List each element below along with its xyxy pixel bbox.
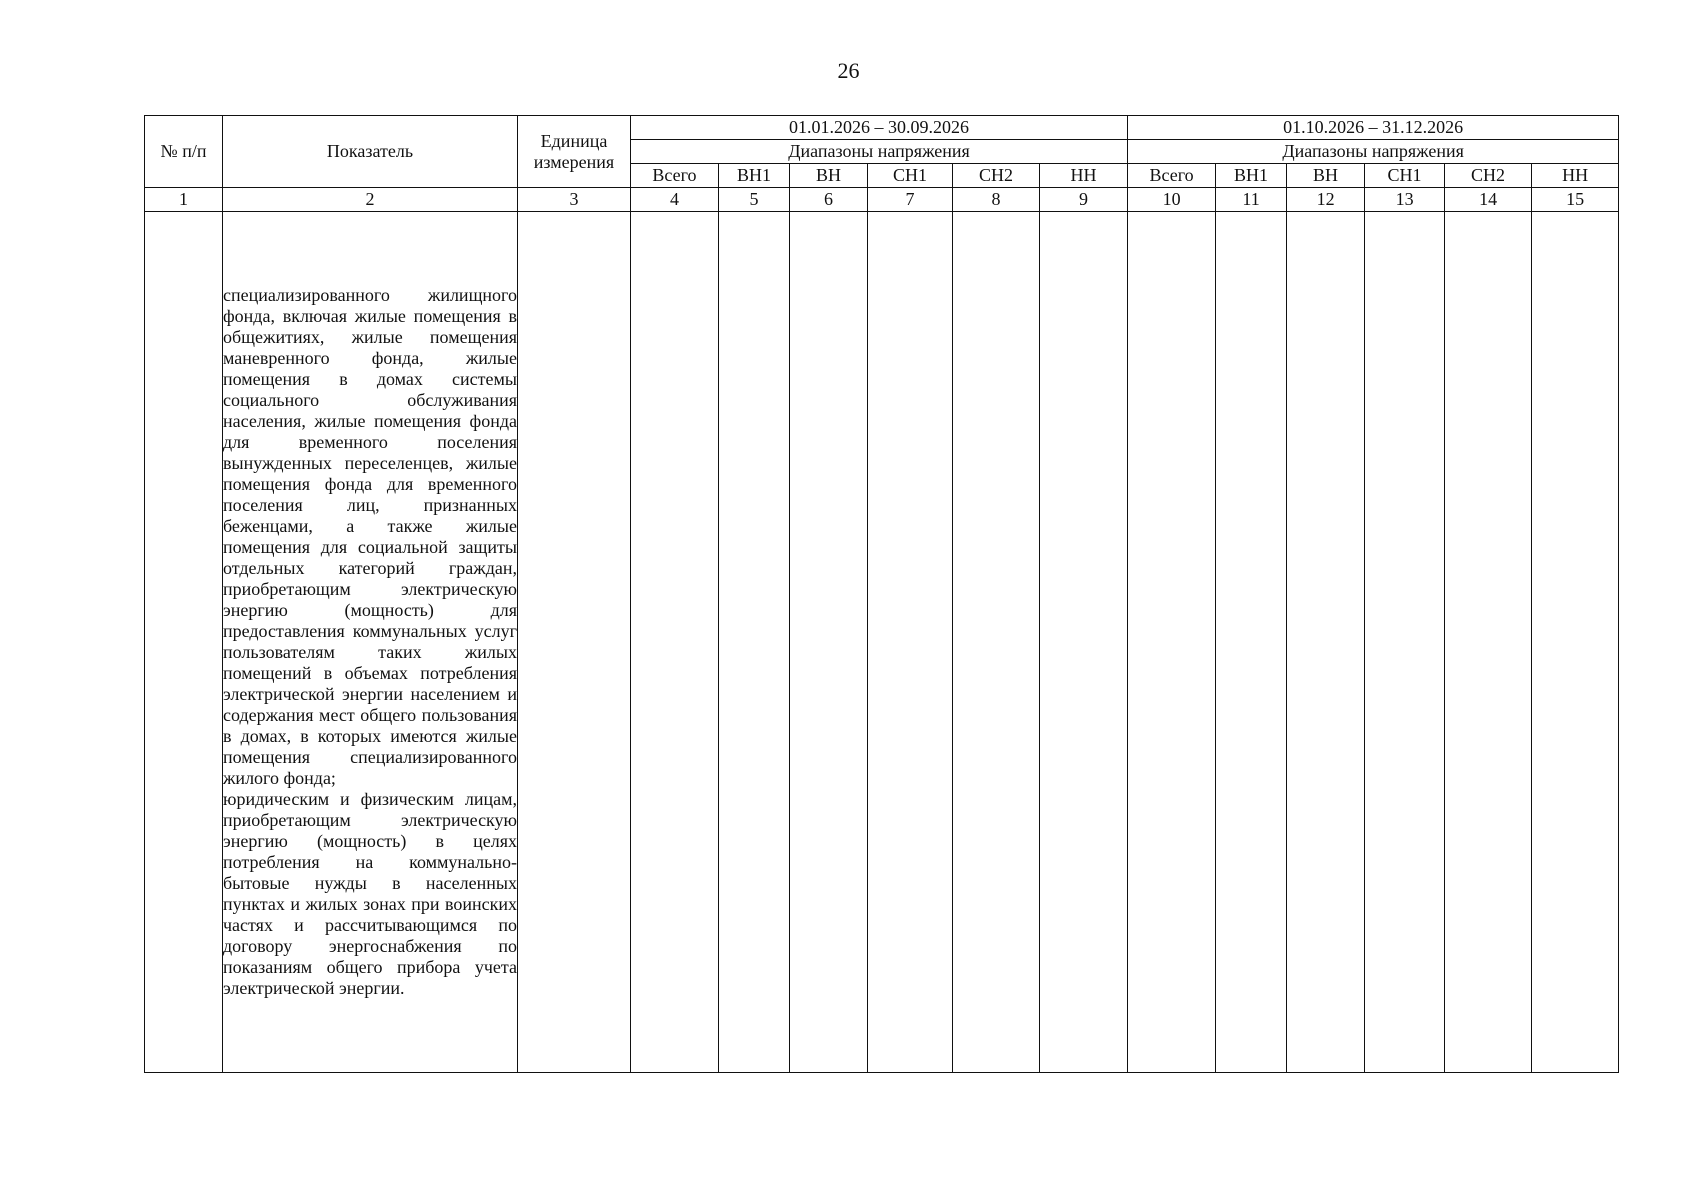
header-col-unit: Единица измерения xyxy=(518,116,631,188)
column-number: 3 xyxy=(518,188,631,212)
value-cell xyxy=(1287,212,1365,1073)
column-numbers-row xyxy=(145,188,1619,212)
value-cell xyxy=(631,212,719,1073)
column-number: 12 xyxy=(1287,188,1365,212)
header-sub-sn2-1: СН2 xyxy=(953,164,1040,188)
value-cell xyxy=(719,212,790,1073)
header-sub-vn1-2: ВН1 xyxy=(1216,164,1287,188)
column-number: 9 xyxy=(1040,188,1128,212)
header-sub-total-2: Всего xyxy=(1128,164,1216,188)
header-sub-total-1: Всего xyxy=(631,164,719,188)
header-sub-nn-1: НН xyxy=(1040,164,1128,188)
column-number: 13 xyxy=(1365,188,1445,212)
value-cell xyxy=(1532,212,1619,1073)
header-voltage-ranges-1: Диапазоны напряжения xyxy=(631,140,1128,164)
header-period-2: 01.10.2026 – 31.12.2026 xyxy=(1128,116,1619,140)
header-sub-vn1-1: ВН1 xyxy=(719,164,790,188)
header-sub-vn-1: ВН xyxy=(790,164,868,188)
column-number: 2 xyxy=(223,188,518,212)
unit-cell xyxy=(518,212,631,1073)
indicator-paragraph: юридическим и физическим лицам, приобретающим электрическую энергию (мощность) в целях потребления на коммунально-бытовые нужды в населенных пунктах и жилых зонах при воинских частях и рассчитывающимся по договору энергоснабжения по показаниям общего прибора учета электрической энергии. xyxy=(223,789,517,998)
column-number: 1 xyxy=(145,188,223,212)
header-col-indicator: Показатель xyxy=(223,116,518,188)
indicator-paragraph: специализированного жилищного фонда, включая жилые помещения в общежитиях, жилые помещения маневренного фонда, жилые помещения в домах системы социального обслуживания населения, жилые помещения фонда для временного поселения вынужденных переселенцев, жилые помещения фонда для временного поселения лиц, признанных беженцами, а также жилые помещения для социальной защиты отдельных категорий граждан, приобретающим электрическую энергию (мощность) для предоставления коммунальных услуг пользователям таких жилых помещений в объемах потребления электрической энергии населением и содержания мест общего пользования в домах, в которых имеются жилые помещения специализированного жилого фонда; xyxy=(223,285,517,788)
value-cell xyxy=(790,212,868,1073)
value-cell xyxy=(1445,212,1532,1073)
value-cell xyxy=(953,212,1040,1073)
header-sub-sn1-1: СН1 xyxy=(868,164,953,188)
row-number-cell xyxy=(145,212,223,1073)
header-sub-nn-2: НН xyxy=(1532,164,1619,188)
column-number: 5 xyxy=(719,188,790,212)
header-sub-sn2-2: СН2 xyxy=(1445,164,1532,188)
header-sub-sn1-2: СН1 xyxy=(1365,164,1445,188)
table-row xyxy=(145,212,1619,1073)
value-cell xyxy=(868,212,953,1073)
column-number: 11 xyxy=(1216,188,1287,212)
column-number: 7 xyxy=(868,188,953,212)
header-voltage-ranges-2: Диапазоны напряжения xyxy=(1128,140,1619,164)
header-col-no: № п/п xyxy=(145,116,223,188)
header-row-periods xyxy=(145,116,1619,140)
header-period-1: 01.01.2026 – 30.09.2026 xyxy=(631,116,1128,140)
column-number: 4 xyxy=(631,188,719,212)
page-number: 26 xyxy=(837,58,860,83)
column-number: 10 xyxy=(1128,188,1216,212)
column-number: 15 xyxy=(1532,188,1619,212)
value-cell xyxy=(1216,212,1287,1073)
value-cell xyxy=(1365,212,1445,1073)
column-number: 6 xyxy=(790,188,868,212)
value-cell xyxy=(1040,212,1128,1073)
indicator-cell xyxy=(223,212,518,1073)
value-cell xyxy=(1128,212,1216,1073)
tariff-table xyxy=(144,115,1619,1073)
header-sub-vn-2: ВН xyxy=(1287,164,1365,188)
column-number: 8 xyxy=(953,188,1040,212)
column-number: 14 xyxy=(1445,188,1532,212)
